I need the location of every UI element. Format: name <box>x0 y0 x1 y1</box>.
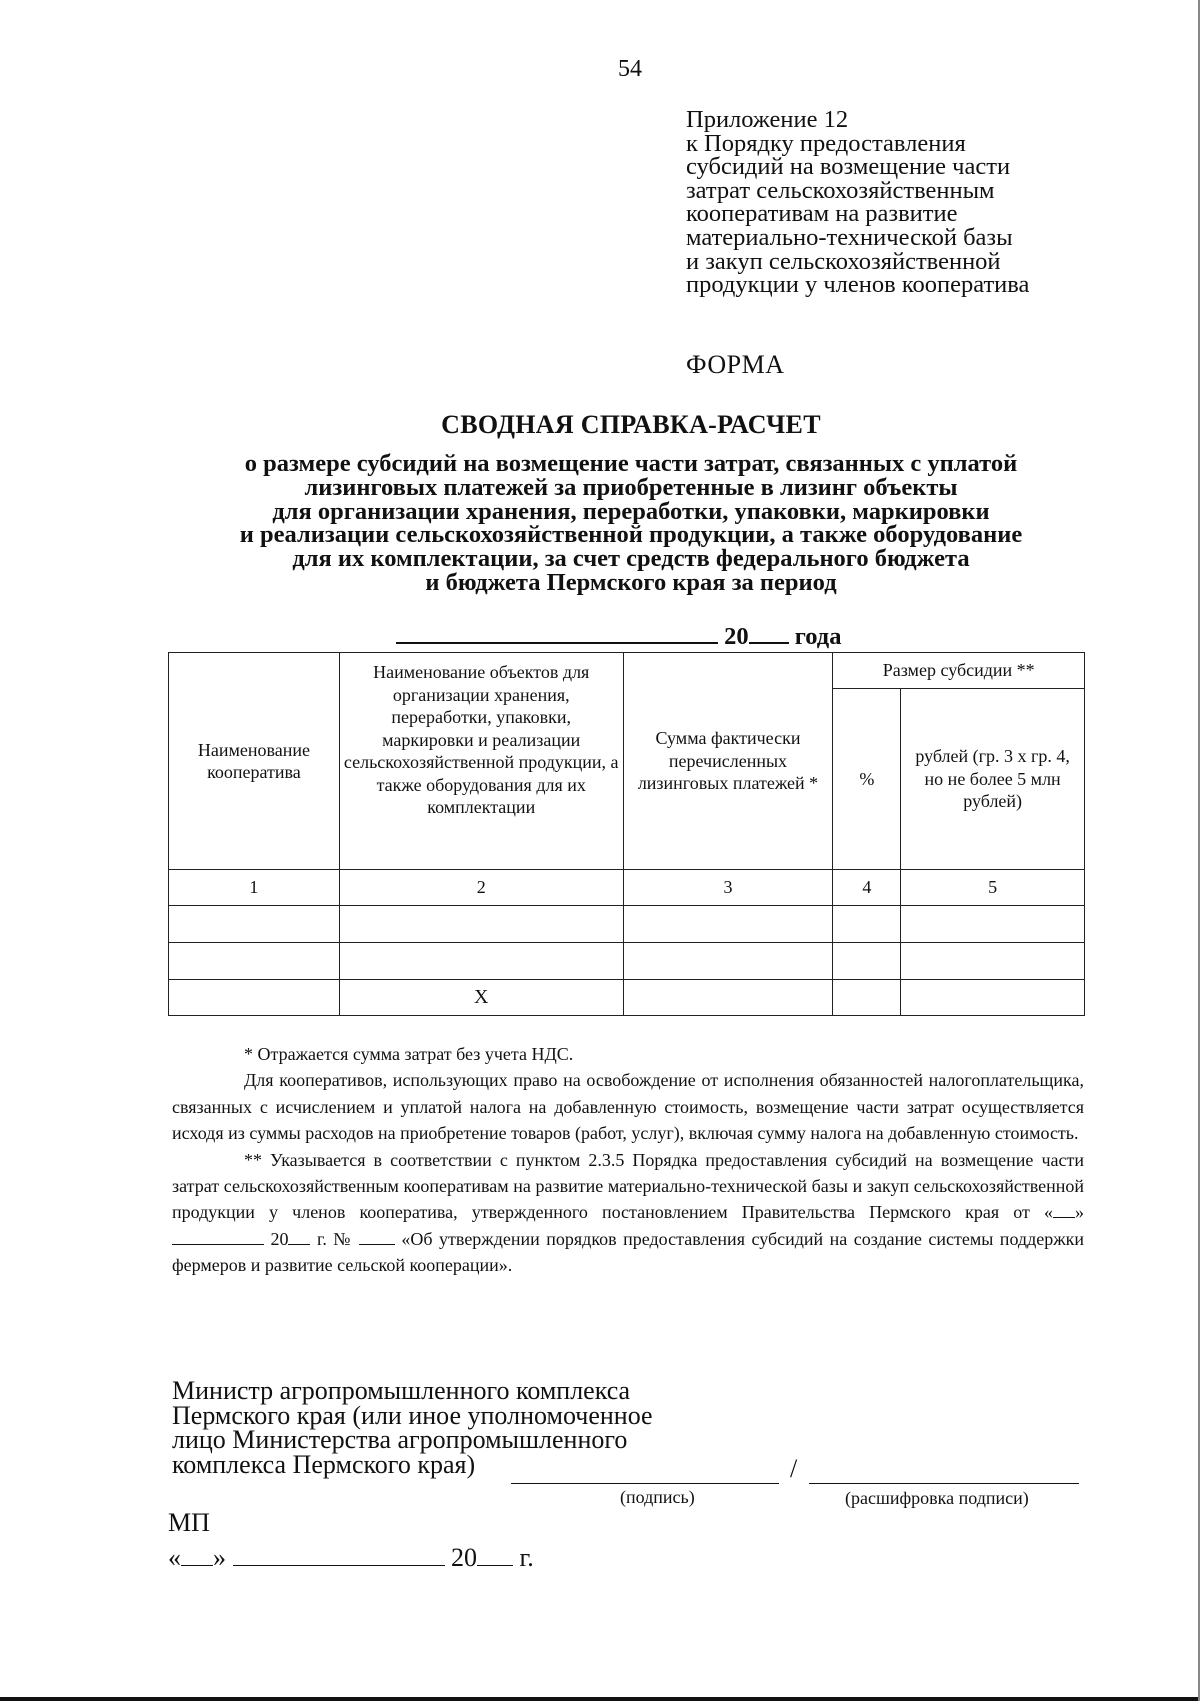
table-cell <box>339 906 623 943</box>
date-month-field[interactable] <box>233 1543 445 1566</box>
date-year-suffix: г. <box>519 1543 534 1572</box>
page-number: 54 <box>618 56 642 82</box>
table-cell <box>833 980 901 1016</box>
quote-close: » <box>1075 1202 1084 1223</box>
signature-decoding-field[interactable] <box>809 1483 1079 1484</box>
table-cell <box>623 943 833 980</box>
date-year-field[interactable] <box>477 1543 513 1566</box>
appendix-line: материально-технической базы <box>686 223 1013 251</box>
signature-separator: / <box>790 1454 798 1483</box>
footnote-vat-exemption: Для кооперативов, использующих право на освобождение от исполнения обязанностей налогоплательщика, связанных с исчислением и уплатой налога на добавленную стоимость, возмещение части затрат осуществляется исходя из суммы расходов на приобретение товаров (работ, услуг), включая сумму налога на добавленную стоимость. <box>172 1070 1084 1144</box>
table-row <box>169 906 1085 943</box>
appendix-line: субсидий на возмещение части <box>686 153 1011 181</box>
number-blank <box>359 1226 395 1245</box>
header-cooperative-name: Наименование кооператива <box>169 653 340 870</box>
appendix-line: к Порядку предоставления <box>686 129 966 157</box>
table-cell <box>901 906 1085 943</box>
date-quote-close: » <box>213 1543 226 1572</box>
appendix-reference <box>686 108 1029 297</box>
subtitle-line: о размере субсидий на возмещение части затрат, связанных с уплатой <box>244 450 1018 477</box>
date-line <box>168 1543 534 1573</box>
subtitle-line: для организации хранения, переработки, упаковки, маркировки <box>272 497 990 525</box>
column-number: 2 <box>339 870 623 906</box>
column-number: 4 <box>833 870 901 906</box>
column-number: 1 <box>169 870 340 906</box>
appendix-line: продукции у членов кооператива <box>686 271 1030 299</box>
subtitle-line: лизинговых платежей за приобретенные в лизинг объекты <box>304 473 958 501</box>
subtitle-line: и реализации сельскохозяйственной продукции, а также оборудование <box>239 521 1023 549</box>
date-year-prefix: 20 <box>451 1543 477 1572</box>
signature-caption: (подпись) <box>620 1487 695 1507</box>
footnote-reference-text: ** Указывается в соответствии с пунктом 2.3.5 Порядка предоставления субсидий на возмещение части затрат сельскохозяйственным кооперативам на развитие материально-технической базы и закуп сельскохозяйственной продукции у членов кооператива, утвержденного постановлением Правительства Пермского края от « <box>172 1149 1084 1223</box>
table-cell <box>169 906 340 943</box>
header-rubles: рублей (гр. 3 х гр. 4, но не более 5 млн рублей) <box>901 689 1085 870</box>
header-objects: Наименование объектов для организации хранения, переработки, упаковки, маркировки и реализации сельскохозяйственной продукции, а также оборудования для их комплектации <box>339 653 623 870</box>
header-subsidy-size: Размер субсидии ** <box>833 653 1085 689</box>
date-day-field[interactable] <box>181 1543 213 1566</box>
date-quote-open: « <box>168 1543 181 1572</box>
footnote-reference <box>172 1147 1084 1279</box>
total-row-mark: Х <box>339 980 623 1016</box>
signature-decoding-caption: (расшифровка подписи) <box>845 1488 1029 1508</box>
document-title: СВОДНАЯ СПРАВКА-РАСЧЕТ <box>441 410 821 439</box>
period-line <box>396 620 841 651</box>
table-cell <box>833 906 901 943</box>
signature-field[interactable] <box>511 1483 779 1484</box>
column-number-row <box>169 870 1085 906</box>
appendix-line: затрат сельскохозяйственным <box>686 176 995 204</box>
period-year-prefix: 20 <box>724 623 749 650</box>
subtitle-line: для их комплектации, за счет средств федерального бюджета <box>292 545 970 573</box>
period-year-suffix: года <box>794 623 842 650</box>
year-blank <box>288 1226 310 1245</box>
column-number: 5 <box>901 870 1085 906</box>
table-cell <box>901 980 1085 1016</box>
signatory-line: Пермского края (или иное уполномоченное <box>172 1400 653 1430</box>
signatory-line: Министр агропромышленного комплекса <box>172 1376 631 1405</box>
decree-title: «Об утверждении порядков предоставления субсидий на создание системы поддержки фермеров и развитие сельской кооперации». <box>172 1228 1085 1276</box>
stamp-place: МП <box>168 1508 210 1537</box>
signature-block <box>172 1376 653 1479</box>
scan-bottom-edge <box>0 1697 1200 1701</box>
day-blank <box>1053 1199 1075 1218</box>
footnotes <box>172 1041 1084 1279</box>
table-cell <box>339 943 623 980</box>
document-subtitle <box>0 452 1200 595</box>
year-suffix-number: г. № <box>316 1228 353 1249</box>
appendix-line: Приложение 12 <box>686 106 849 133</box>
header-leasing-payments: Сумма фактически перечисленных лизинговых платежей * <box>623 653 833 870</box>
table-cell <box>623 906 833 943</box>
year-prefix: 20 <box>270 1228 289 1249</box>
appendix-line: и закуп сельскохозяйственной <box>686 247 1001 275</box>
footnote-vat: * Отражается сумма затрат без учета НДС. <box>244 1044 574 1064</box>
signatory-line: лицо Министерства агропромышленного <box>172 1425 628 1454</box>
month-blank <box>172 1226 264 1245</box>
calculation-table <box>168 652 1085 1016</box>
table-row <box>169 943 1085 980</box>
appendix-line: кооперативам на развитие <box>686 200 958 228</box>
table-cell <box>169 980 340 1016</box>
table-cell <box>169 943 340 980</box>
table-cell <box>833 943 901 980</box>
form-label: ФОРМА <box>686 350 785 379</box>
period-blank <box>396 620 718 644</box>
table-cell <box>623 980 833 1016</box>
total-row <box>169 980 1085 1016</box>
year-blank <box>749 620 789 644</box>
signatory-line: комплекса Пермского края) <box>172 1449 476 1479</box>
header-percent: % <box>833 689 901 870</box>
column-number: 3 <box>623 870 833 906</box>
subtitle-line: и бюджета Пермского края за период <box>425 568 837 596</box>
table-cell <box>901 943 1085 980</box>
